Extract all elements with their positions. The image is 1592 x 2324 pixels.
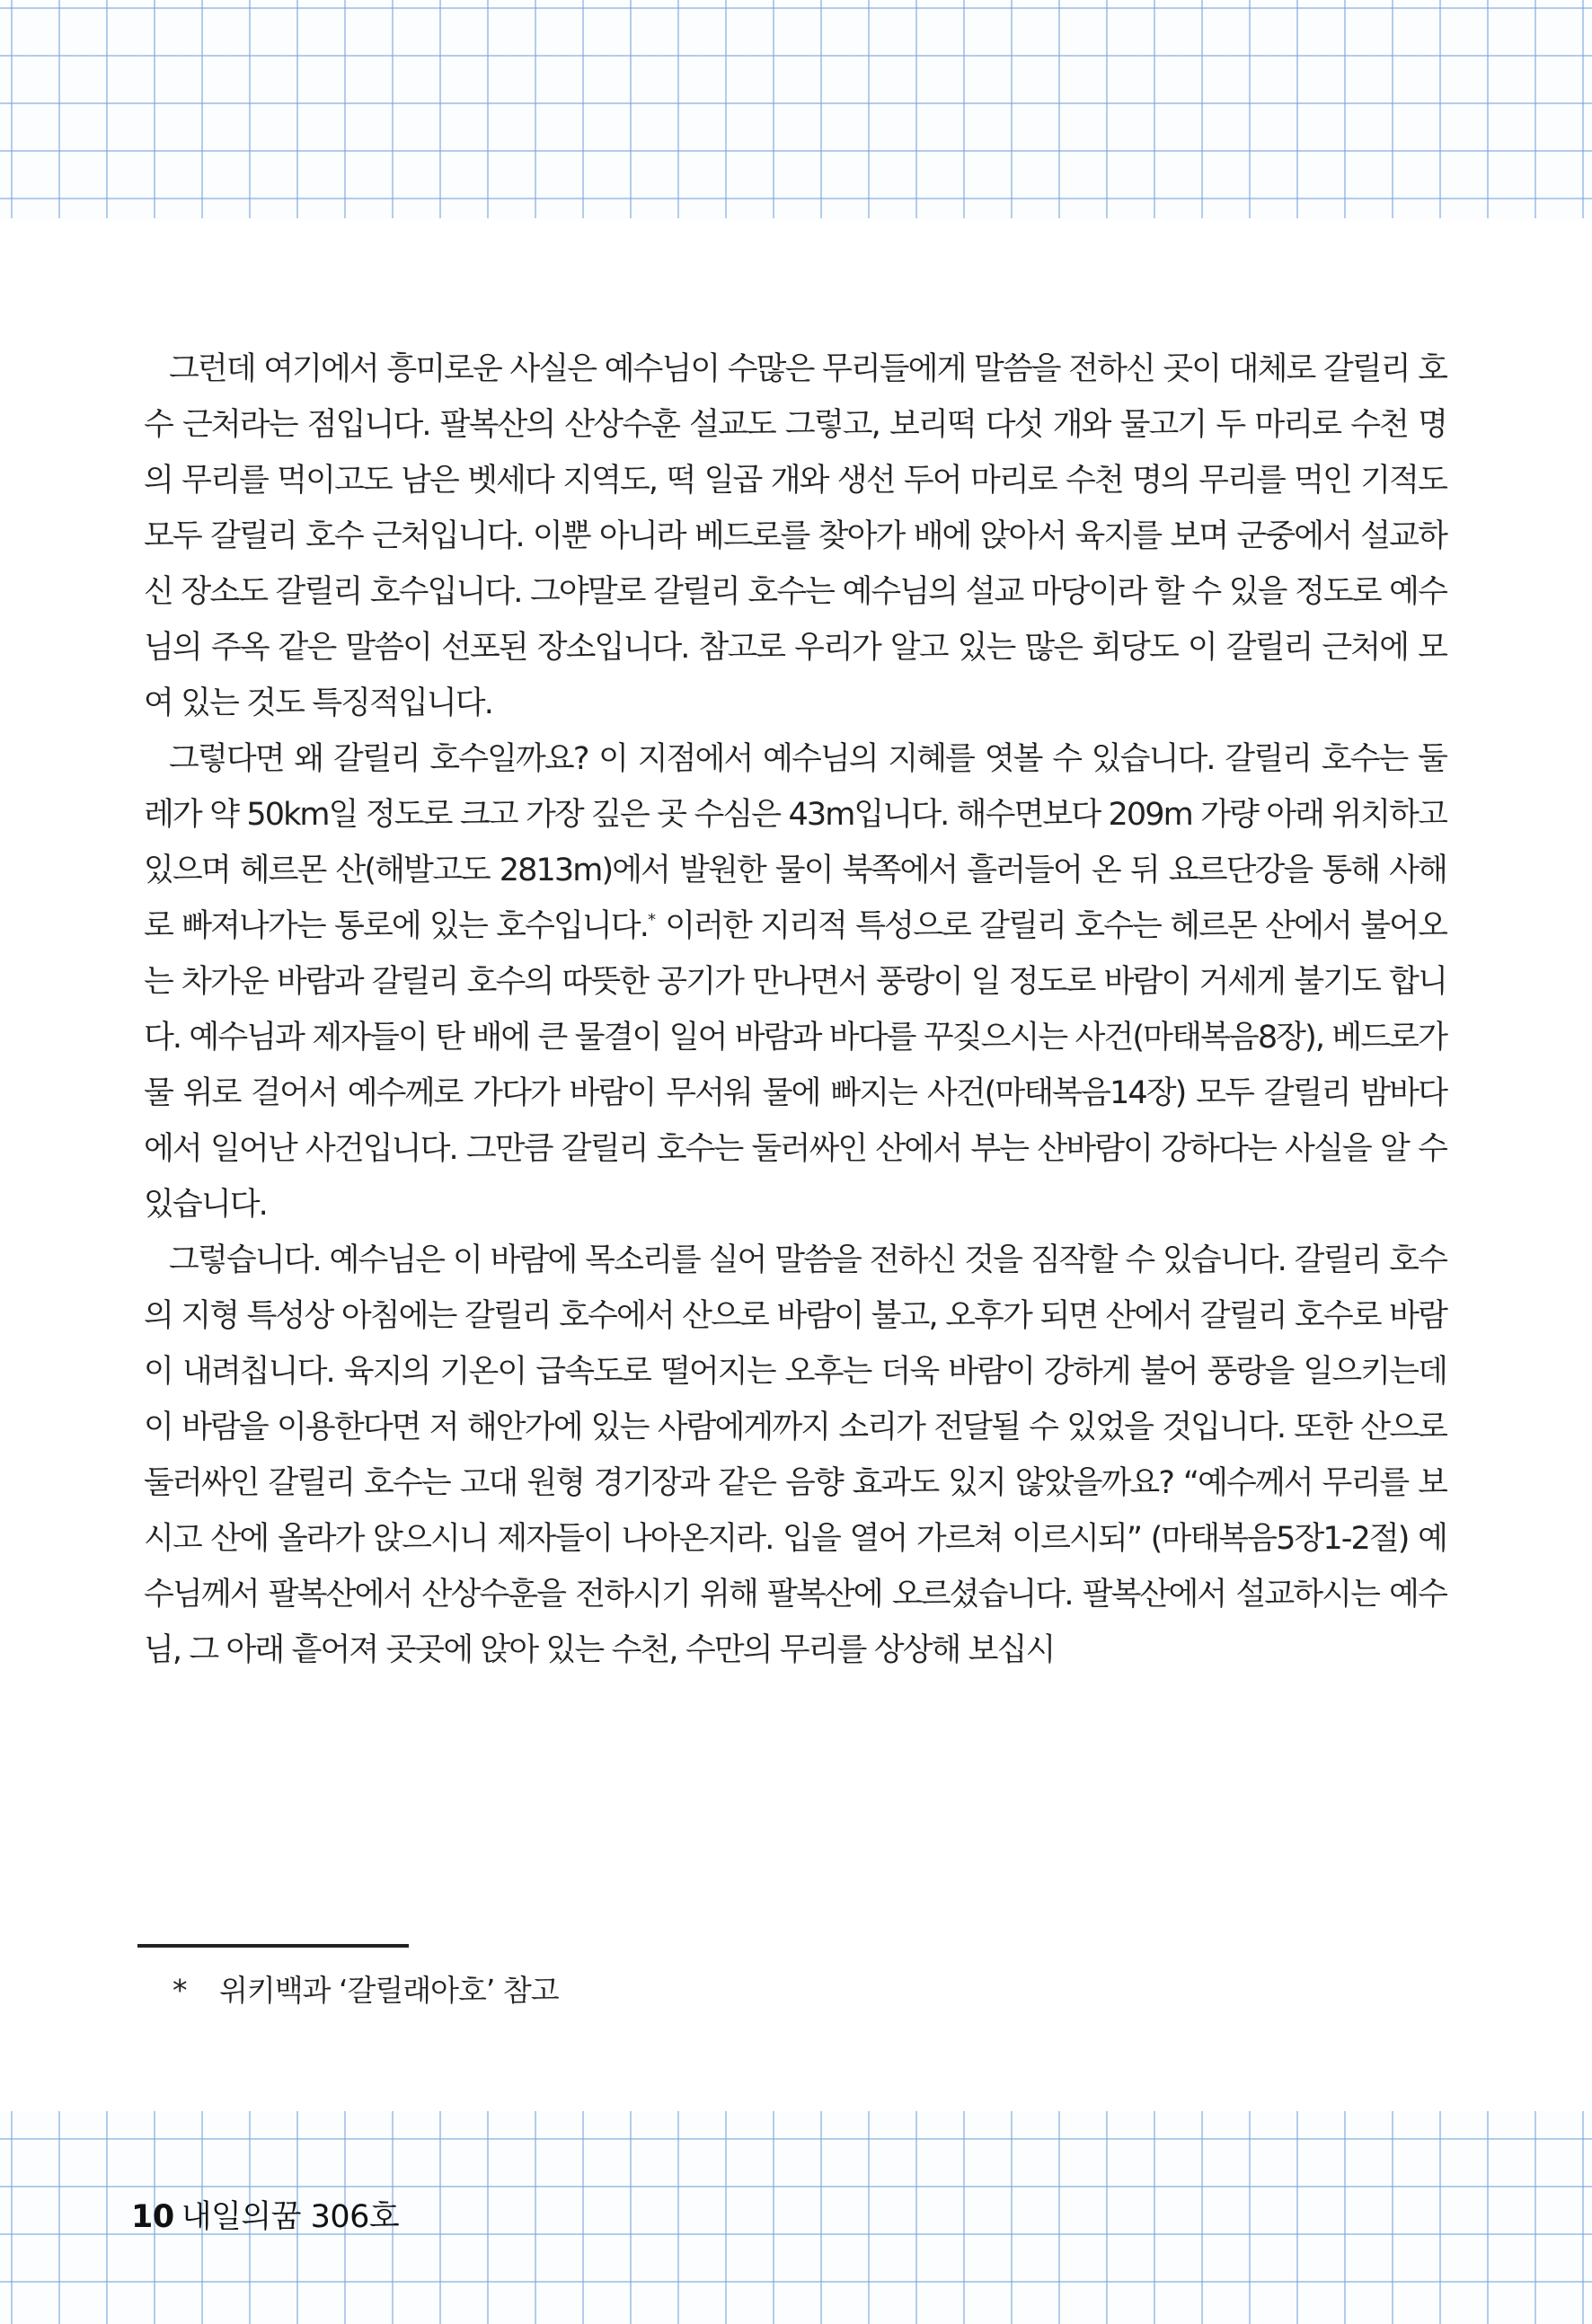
- page-folio: [131, 2195, 399, 2240]
- footnote: [172, 1968, 559, 2013]
- page-number: 10: [131, 2199, 174, 2235]
- graph-paper-header: [0, 0, 1592, 218]
- footnote-divider: [137, 1944, 409, 1948]
- paragraph-2: [144, 731, 1446, 1233]
- paragraph-2-text-after: 이러한 지리적 특성으로 갈릴리 호수는 헤르몬 산에서 불어오는 차가운 바람과 갈릴리 호수의 따뜻한 공기가 만나면서 풍랑이 일 정도로 바람이 거세게 불기도 합니다. 예수님과 제자들이 탄 배에 큰 물결이 일어 바람과 바다를 꾸짖으시는 사건(마태복음8장), 베드로가 물 위로 걸어서 예수께로 가다가 바람이 무서워 물에 빠지는 사건(마태복음14장) 모두 갈릴리 밤바다에서 일어난 사건입니다. 그만큼 갈릴리 호수는 둘러싸인 산에서 부는 산바람이 강하다는 사실을 알 수 있습니다.: [144, 908, 1446, 1223]
- article-body: [144, 341, 1446, 1678]
- publication-title: 내일의꿈 306호: [181, 2199, 400, 2235]
- paragraph-3: 그렇습니다. 예수님은 이 바람에 목소리를 실어 말씀을 전하신 것을 짐작할 수 있습니다. 갈릴리 호수의 지형 특성상 아침에는 갈릴리 호수에서 산으로 바람이 불고, 오후가 되면 산에서 갈릴리 호수로 바람이 내려칩니다. 육지의 기온이 급속도로 떨어지는 오후는 더욱 바람이 강하게 불어 풍랑을 일으키는데 이 바람을 이용한다면 저 해안가에 있는 사람에게까지 소리가 전달될 수 있었을 것입니다. 또한 산으로 둘러싸인 갈릴리 호수는 고대 원형 경기장과 같은 음향 효과도 있지 않았을까요? “예수께서 무리를 보시고 산에 올라가 앉으시니 제자들이 나아온지라. 입을 열어 가르쳐 이르시되” (마태복음5장1-2절) 예수님께서 팔복산에서 산상수훈을 전하시기 위해 팔복산에 오르셨습니다. 팔복산에서 설교하시는 예수님, 그 아래 흩어져 곳곳에 앉아 있는 수천, 수만의 무리를 상상해 보십시: [144, 1242, 1446, 1668]
- footnote-reference[interactable]: *: [647, 910, 656, 930]
- paragraph-2-text-before: 그렇다면 왜 갈릴리 호수일까요? 이 지점에서 예수님의 지혜를 엿볼 수 있습니다. 갈릴리 호수는 둘레가 약 50km일 정도로 크고 가장 깊은 곳 수심은 43m입니다. 해수면보다 209m 가량 아래 위치하고 있으며 헤르몬 산(해발고도 2813m)에서 발원한 물이 북쪽에서 흘러들어 온 뒤 요르단강을 통해 사해로 빠져나가는 통로에 있는 호수입니다.: [144, 741, 1446, 944]
- footnote-mark: *: [172, 1973, 187, 2008]
- footnote-text: 위키백과 ‘갈릴래아호’ 참고: [219, 1973, 559, 2008]
- paragraph-1: 그런데 여기에서 흥미로운 사실은 예수님이 수많은 무리들에게 말씀을 전하신 곳이 대체로 갈릴리 호수 근처라는 점입니다. 팔복산의 산상수훈 설교도 그렇고, 보리떡 다섯 개와 물고기 두 마리로 수천 명의 무리를 먹이고도 남은 벳세다 지역도, 떡 일곱 개와 생선 두어 마리로 수천 명의 무리를 먹인 기적도 모두 갈릴리 호수 근처입니다. 이뿐 아니라 베드로를 찾아가 배에 앉아서 육지를 보며 군중에서 설교하신 장소도 갈릴리 호수입니다. 그야말로 갈릴리 호수는 예수님의 설교 마당이라 할 수 있을 정도로 예수님의 주옥 같은 말씀이 선포된 장소입니다. 참고로 우리가 알고 있는 많은 회당도 이 갈릴리 근처에 모여 있는 것도 특징적입니다.: [144, 351, 1446, 721]
